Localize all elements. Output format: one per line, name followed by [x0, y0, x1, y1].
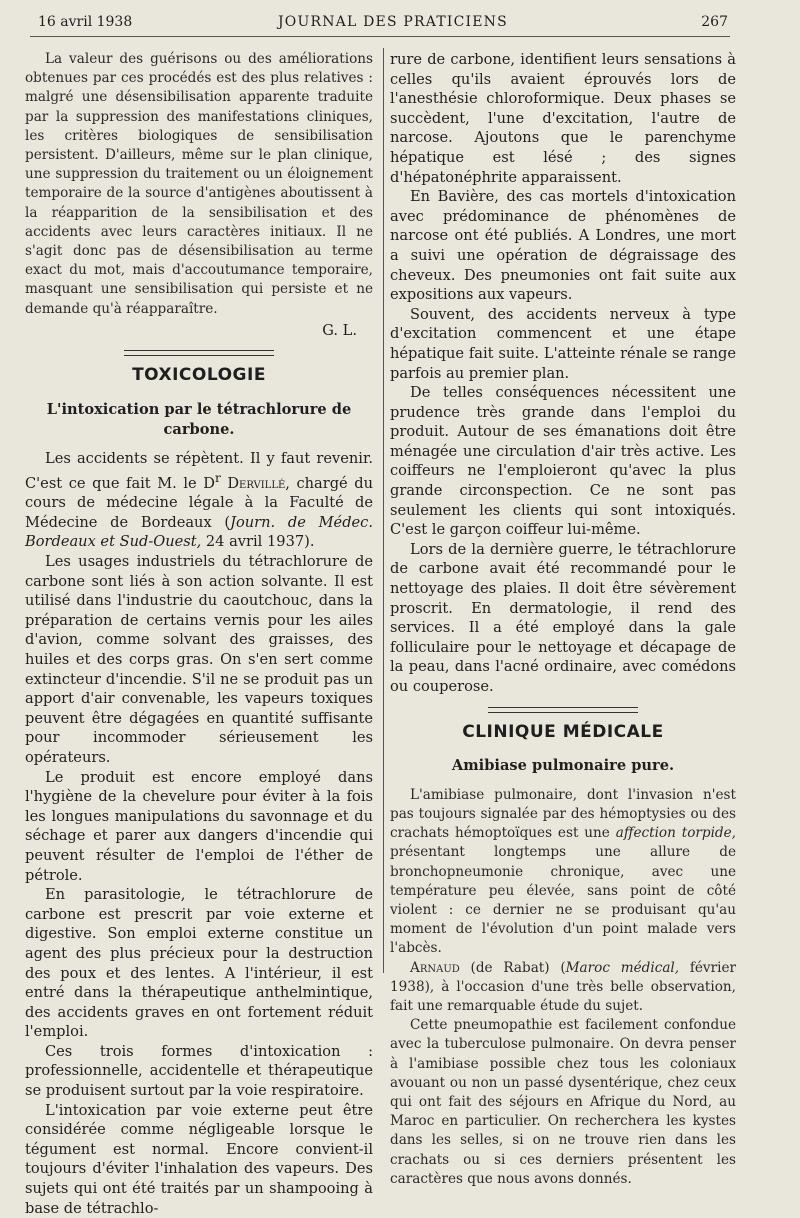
page-number: 267 — [701, 14, 728, 30]
paragraph-arnaud — [390, 959, 736, 1017]
paragraph-parasitologie: En parasitologie, le tétrachlorure de carbone est prescrit par voie externe et digestive. Son emploi externe constitue un agent des plus précieux pour la destruction des poux et des lentes. A l'intérieur, il est entré dans la thérapeutique anthelmintique, des accidents graves en ont fortement réduit l'emploi. — [25, 886, 373, 1041]
section-rule — [124, 350, 274, 356]
running-header — [38, 14, 728, 36]
column-rule — [383, 48, 384, 973]
arnaud-text-a: (de Rabat) ( — [459, 959, 566, 976]
paragraph-guerre: Lors de la dernière guerre, le tétrachlorure de carbone avait été recommandé pour le nettoyage des plaies. Il doit être sévèrement proscrit. En dermatologie, il rend des services. Il a été employé dans la gale folliculaire pour le nettoyage et décapage de la peau, dans l'acné ordinaire, avec comédons ou couperose. — [390, 540, 736, 695]
paragraph-pneumopathie: Cette pneumopathie est facilement confondue avec la tuberculose pulmonaire. On devra penser à l'amibiase possible chez tous les coloniaux avouant ou non un passé dysentérique, chez ceux qui ont fait des séjours en Afrique du Nord, au Maroc en particulier. On recherchera les kystes dans les selles, si on ne trouve rien dans les crachats ou si ces derniers présentent les caractères que nous avons donnés. — [390, 1017, 736, 1187]
right-column — [390, 50, 736, 1189]
amibiase-italic: affection torpide, — [615, 825, 736, 842]
amibiase-text-a: L'amibiase pulmonaire, dont l'invasion n'est pas toujours signalée par des hémoptysies ou des crachats hémoptoïques est une — [390, 786, 736, 842]
paragraph-accidents-nerveux: Souvent, des accidents nerveux à type d'excitation commencent et une étape hépatique fait suite. L'atteinte rénale se range parfois au premier plan. — [390, 305, 736, 382]
intro-text-b: , chargé du cours de médecine légale à la Faculté de Médecine de Bordeaux ( — [25, 474, 373, 531]
article-title-amibiase: Amibiase pulmonaire pure. — [451, 757, 675, 775]
paragraph-intro — [25, 449, 373, 552]
signature: G. L. — [322, 321, 357, 339]
header-date: 16 avril 1938 — [38, 14, 133, 30]
article-title-tetrachlorure: L'intoxication par le tétrachlorure de carbone. — [46, 401, 352, 438]
header-rule — [30, 36, 730, 37]
paragraph-hygiene: Le produit est encore employé dans l'hygiène de la chevelure pour éviter à la fois les longues manipulations du savonnage et du séchage et parer aux dangers d'incendie qui peuvent résulter de l'emploi de l'éther de pétrole. — [25, 768, 373, 884]
left-column — [25, 50, 373, 1218]
paragraph-voie-externe: L'intoxication par voie externe peut être considérée comme négligeable lorsque le tégument est normal. Encore convient-il toujours d'éviter l'inhalation des vapeurs. Des sujets qui ont été traités par un shampooing à base de tétrachlo- — [25, 1101, 373, 1217]
paragraph-continuation: rure de carbone, identifient leurs sensations à celles qu'ils avaient éprouvés lors de l'anesthésie chloroformique. Deux phases se succèdent, l'une d'excitation, l'autre de narcose. Ajoutons que le parenchyme hépatique est lésé ; des signes d'hépatonéphrite apparaissent. — [390, 51, 736, 186]
author-arnaud: Arnaud — [410, 959, 460, 976]
journal-maroc: Maroc médical, — [565, 959, 680, 976]
paragraph-usages: Les usages industriels du tétrachlorure de carbone sont liés à son action solvante. Il est utilisé dans l'industrie du caoutchouc, dans la préparation de certains vernis pour les ailes d'avion, comme solvant des graisses, des huiles et des corps gras. On s'en sert comme extincteur d'incendie. S'il ne se produit pas un apport d'air convenable, les vapeurs toxiques peuvent être dégagées en quantité suffisante pour incommoder sérieusement les opérateurs. — [25, 553, 373, 766]
section-rule-2 — [488, 707, 638, 713]
intro-sup: r — [214, 470, 221, 485]
paragraph-desensibilisation: La valeur des guérisons ou des améliorations obtenues par ces procédés est des plus relatives : malgré une désensibilisation apparente traduite par la suppression des manifestations cliniques, les critères biologiques de sensibilisation persistent. D'ailleurs, même sur le plan clinique, une suppression du traitement ou un éloignement temporaire de la source d'antigènes aboutissent à la réapparition de la sensibilisation et des accidents avec leurs caractères initiaux. Il ne s'agit donc pas de désensibilisation au terme exact du mot, mais d'accoutumance temporaire, masquant une sensibilisation qui persiste et ne demande qu'à réapparaître. — [25, 51, 373, 317]
amibiase-text-b: présentant longtemps une allure de bronchopneumonie chronique, avec une température peu élevée, sans point de côté violent : ce dernier ne se produisant qu'au moment de l'évolution d'un point malade vers l'abcès. — [390, 844, 736, 957]
intro-text-a: Les accidents se répètent. Il y faut revenir. C'est ce que fait M. le D — [25, 450, 373, 492]
journal-title: JOURNAL DES PRATICIENS — [278, 14, 508, 30]
section-title-clinique: CLINIQUE MÉDICALE — [462, 721, 664, 742]
paragraph-formes: Ces trois formes d'intoxication : professionnelle, accidentelle et thérapeutique se produisent surtout par la voie respiratoire. — [25, 1042, 373, 1100]
journal-reference: Journ. de Médec. Bordeaux et Sud-Ouest, — [25, 513, 373, 551]
section-title-toxicologie: TOXICOLOGIE — [132, 365, 266, 386]
paragraph-baviere: En Bavière, des cas mortels d'intoxication avec prédominance de phénomènes de narcose ont été publiés. A Londres, une mort a suivi une opération de dégraissage des cheveux. Des pneumonies ont fait suite aux expositions aux vapeurs. — [390, 188, 736, 304]
paragraph-amibiase — [390, 786, 736, 959]
author-dervillé: Dervillé — [227, 474, 286, 492]
paragraph-prudence: De telles conséquences nécessitent une prudence très grande dans l'emploi du produit. Autour de ses émanations doit être ménagée une circulation d'air très active. Les coiffeurs ne l'emploieront qu'avec la plus grande circonspection. Ce ne sont pas seulement les clients qui sont intoxiqués. C'est le garçon coiffeur lui-même. — [390, 384, 736, 539]
intro-text-c: 24 avril 1937). — [201, 533, 315, 551]
arnaud-text-b: février 1938), à l'occasion d'une très belle observation, fait une remarquable étude du sujet. — [390, 959, 736, 1015]
